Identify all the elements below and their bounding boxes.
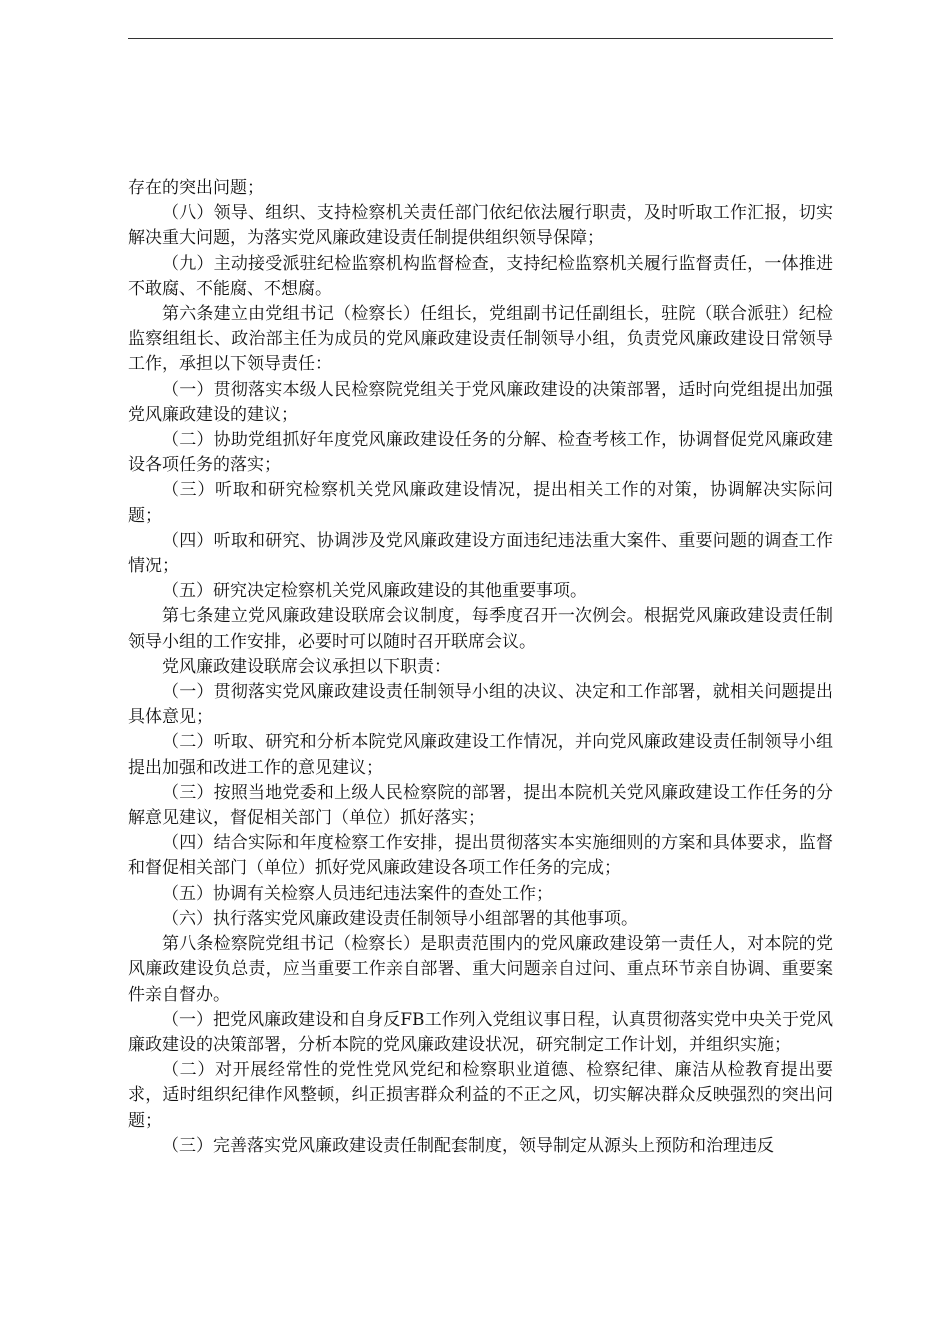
paragraph: （三）听取和研究检察机关党风廉政建设情况，提出相关工作的对策，协调解决实际问题；: [128, 480, 833, 526]
paragraph: （四）听取和研究、协调涉及党风廉政建设方面违纪违法重大案件、重要问题的调查工作情况；: [128, 530, 833, 577]
paragraph: （五）协调有关检察人员违纪违法案件的查处工作；: [162, 883, 553, 904]
paragraph: （一）把党风廉政建设和自身反FB工作列入党组议事日程，认真贯彻落实党中央关于党风廉政建设的决策部署，分析本院的党风廉政建设状况，研究制定工作计划，并组织实施；: [128, 1009, 833, 1055]
paragraph: （八）领导、组织、支持检察机关责任部门依纪依法履行职责，及时听取工作汇报，切实解决重大问题，为落实党风廉政建设责任制提供组织领导保障；: [128, 203, 833, 249]
paragraph: 第六条建立由党组书记（检察长）任组长，党组副书记任副组长，驻院（联合派驻）纪检监察组组长、政治部主任为成员的党风廉政建设责任制领导小组，负责党风廉政建设日常领导工作，承担以下领导责任：: [128, 304, 833, 375]
paragraph: （四）结合实际和年度检察工作安排，提出贯彻落实本实施细则的方案和具体要求，监督和督促相关部门（单位）抓好党风廉政建设各项工作任务的完成；: [128, 833, 833, 879]
paragraph: 第八条检察院党组书记（检察长）是职责范围内的党风廉政建设第一责任人，对本院的党风廉政建设负总责，应当重要工作亲自部署、重大问题亲自过问、重点环节亲自协调、重要案件亲自督办。: [128, 934, 833, 1005]
paragraph: 存在的突出问题；: [128, 178, 264, 198]
document-body: [128, 176, 833, 1159]
paragraph: （二）听取、研究和分析本院党风廉政建设工作情况，并向党风廉政建设责任制领导小组提出加强和改进工作的意见建议；: [128, 732, 833, 778]
header-rule: [128, 38, 833, 39]
paragraph: （二）对开展经常性的党性党风党纪和检察职业道德、检察纪律、廉洁从检教育提出要求，适时组织纪律作风整顿，纠正损害群众利益的不正之风，切实解决群众反映强烈的突出问题；: [128, 1060, 833, 1131]
paragraph: （三）按照当地党委和上级人民检察院的部署，提出本院机关党风廉政建设工作任务的分解意见建议，督促相关部门（单位）抓好落实；: [128, 782, 833, 829]
paragraph: （九）主动接受派驻纪检监察机构监督检查，支持纪检监察机关履行监督责任，一体推进不敢腐、不能腐、不想腐。: [128, 253, 833, 299]
paragraph: 第七条建立党风廉政建设联席会议制度，每季度召开一次例会。根据党风廉政建设责任制领导小组的工作安排，必要时可以随时召开联席会议。: [128, 606, 833, 652]
paragraph: （一）贯彻落实党风廉政建设责任制领导小组的决议、决定和工作部署，就相关问题提出具体意见；: [128, 682, 833, 728]
paragraph: （二）协助党组抓好年度党风廉政建设任务的分解、检查考核工作，协调督促党风廉政建设各项任务的落实；: [128, 430, 833, 476]
paragraph: （一）贯彻落实本级人民检察院党组关于党风廉政建设的决策部署，适时向党组提出加强党风廉政建设的建议；: [128, 379, 833, 425]
paragraph: 党风廉政建设联席会议承担以下职责：: [162, 656, 451, 677]
paragraph: （三）完善落实党风廉政建设责任制配套制度，领导制定从源头上预防和治理违反: [162, 1135, 774, 1156]
paragraph: （五）研究决定检察机关党风廉政建设的其他重要事项。: [162, 581, 587, 602]
paragraph: （六）执行落实党风廉政建设责任制领导小组部署的其他事项。: [162, 908, 638, 929]
